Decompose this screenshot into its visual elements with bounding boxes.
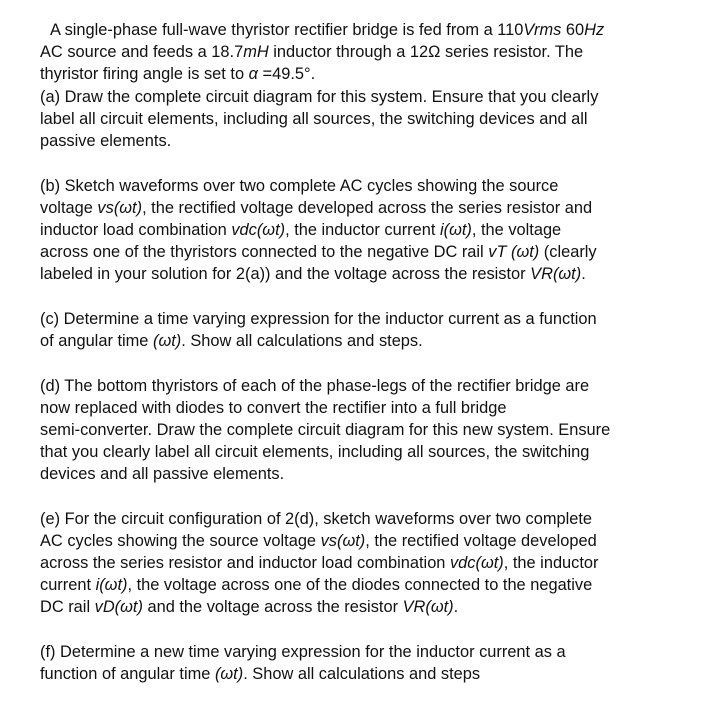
part-e-line-5: DC rail vD(ωt) and the voltage across the resistor VR(ωt).: [40, 598, 459, 616]
part-e-line-1: (e) For the circuit configuration of 2(d), sketch waveforms over two complete: [40, 510, 593, 528]
part-f-line-1: (f) Determine a new time varying expression for the inductor current as a: [40, 643, 566, 661]
part-a-line-2: label all circuit elements, including all sources, the switching devices and all: [40, 110, 588, 128]
part-a-line-1: (a) Draw the complete circuit diagram for this system. Ensure that you clearly: [40, 88, 599, 106]
part-d-line-1: (d) The bottom thyristors of each of the phase-legs of the rectifier bridge are: [40, 377, 590, 395]
part-a-line-3: passive elements.: [40, 132, 172, 150]
intro-line-3: thyristor firing angle is set to α =49.5°.: [40, 65, 316, 83]
part-b-line-5: labeled in your solution for 2(a)) and the voltage across the resistor VR(ωt).: [40, 265, 586, 283]
intro-line-2: AC source and feeds a 18.7mH inductor through a 12Ω series resistor. The: [40, 43, 584, 61]
part-b-line-4: across one of the thyristors connected to the negative DC rail vT (ωt) (clearly: [40, 243, 597, 261]
intro-line-1: A single-phase full-wave thyristor rectifier bridge is fed from a 110Vrms 60Hz: [50, 21, 605, 39]
part-b-line-2: voltage vs(ωt), the rectified voltage developed across the series resistor and: [40, 199, 593, 217]
part-e-line-2: AC cycles showing the source voltage vs(ωt), the rectified voltage developed: [40, 532, 597, 550]
part-e-line-4: current i(ωt), the voltage across one of the diodes connected to the negative: [40, 576, 593, 594]
part-d-line-3: semi-converter. Draw the complete circuit diagram for this new system. Ensure: [40, 421, 611, 439]
part-f-line-2: function of angular time (ωt). Show all calculations and steps: [40, 665, 481, 683]
part-d-line-4: that you clearly label all circuit elements, including all sources, the switching: [40, 443, 590, 461]
part-c-line-2: of angular time (ωt). Show all calculations and steps.: [40, 332, 423, 350]
part-e-line-3: across the series resistor and inductor load combination vdc(ωt), the inductor: [40, 554, 599, 572]
part-d-line-5: devices and all passive elements.: [40, 465, 285, 483]
part-c-line-1: (c) Determine a time varying expression for the inductor current as a function: [40, 310, 597, 328]
part-d-line-2: now replaced with diodes to convert the rectifier into a full bridge: [40, 399, 507, 417]
part-b-line-3: inductor load combination vdc(ωt), the inductor current i(ωt), the voltage: [40, 221, 562, 239]
part-b-line-1: (b) Sketch waveforms over two complete AC cycles showing the source: [40, 177, 559, 195]
